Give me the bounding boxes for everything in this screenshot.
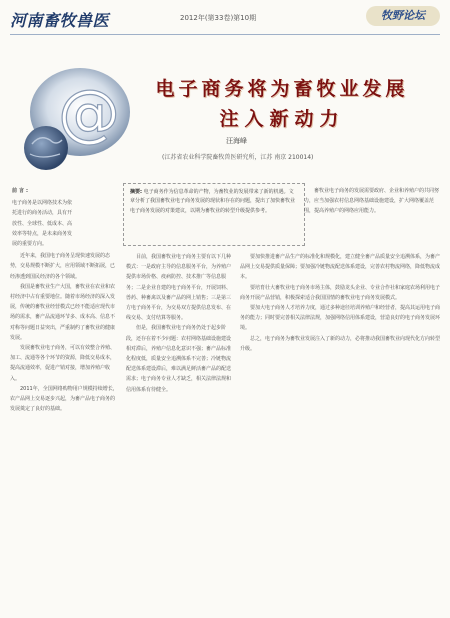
- summary-text: 电子商务是以网络技术为依托进行的商务活动，具有开放性、全球性、低成本、高效率等特点，是未来商务发展的重要方向。: [12, 200, 73, 248]
- author-affiliation: (江苏省农业科学院畜牧兽医研究所，江苏 南京 210014): [162, 154, 314, 161]
- at-sign-icon: @: [58, 76, 120, 149]
- journal-name: 河南畜牧兽医: [10, 11, 110, 30]
- body-paragraph: 我国是畜牧业生产大国，畜牧业在农业和农村经济中占有重要地位。随着市场经济的深入发展，传统的畜牧业经营模式已经不能适应现代市场的需求，畜产品流通环节多、成本高、信息不对称等问题日益突出，严重制约了畜牧业的健康发展。: [10, 283, 116, 341]
- body-column-left: [10, 186, 118, 610]
- body-column-middle: [126, 252, 234, 612]
- ecommerce-illustration: [22, 60, 134, 178]
- page-header: [0, 0, 450, 46]
- body-paragraph: 发展畜牧业电子商务，可以有效整合养殖、加工、流通等各个环节的资源，降低交易成本，提高流通效率，促进产销对接，增加养殖户收入。: [10, 345, 116, 382]
- body-paragraph: 要加大电子商务人才培养力度，通过多种途径培训养殖户和经营者，提高其运用电子商务的能力；同时要完善相关法律法规，加强网络信用体系建设，营造良好的电子商务发展环境。: [240, 305, 440, 332]
- body-paragraph: 畜牧业电子商务的发展需要政府、企业和养殖户的共同努力，应当加强农村信息网络基础设施建设，扩大网络覆盖范围，提高养殖户的网络应用能力。: [304, 188, 440, 215]
- column-logo: 牧野论坛: [366, 6, 440, 26]
- article-title-line2: 注入新动力: [219, 108, 345, 130]
- body-column-right: [240, 186, 440, 612]
- author: 汪海峰: [226, 137, 247, 145]
- summary-label: 前言:: [12, 188, 30, 194]
- body-paragraph: 近年来，我国电子商务呈现快速发展的态势，交易规模不断扩大，应用领域不断拓展，已经渗透到国民经济的各个领域。: [10, 253, 116, 280]
- right-column-lower: [240, 252, 440, 354]
- body-paragraph: 2011年，全国网络购物用户规模持续增长，农产品网上交易逐步兴起，为畜产品电子商务的发展奠定了良好的基础。: [10, 385, 118, 413]
- abstract-label: 摘要:: [130, 189, 142, 195]
- body-paragraph: 目前，我国畜牧业电子商务主要有以下几种模式：一是政府主导的信息服务平台，为养殖户提供市场价格、疫病防控、技术推广等信息服务；二是企业自建的电子商务平台，开展饲料、兽药、种畜禽以及畜产品的网上销售；三是第三方电子商务平台，为交易双方提供信息发布、在线交易、支付结算等服务。: [126, 254, 232, 322]
- body-paragraph: 但是，我国畜牧业电子商务仍处于起步阶段，还存在着不少问题：农村网络基础设施建设相对滞后，养殖户信息化意识不强；畜产品标准化程度低，质量安全追溯体系不完善；冷链物流配送体系建设滞后，难以满足鲜活畜产品的配送需求；电子商务专业人才缺乏，相关法律法规和信用体系有待健全。: [126, 325, 232, 393]
- right-column-top: [304, 186, 440, 217]
- body-paragraph: 要加快推进畜产品生产的标准化和规模化，建立健全畜产品质量安全追溯体系，为畜产品网上交易提供质量保障；要加强冷链物流配送体系建设，完善农村物流网络，降低物流成本。: [240, 254, 440, 281]
- issue-info: 2012年(第33卷)第10期: [180, 14, 257, 22]
- article-title-line1: 电子商务将为畜牧业发展: [155, 78, 409, 100]
- abstract-text: 电子商务作为信息革命的产物，为畜牧业的发展带来了新的机遇。文章分析了我国畜牧业电子商务发展的现状和存在的问题，提出了加快畜牧业电子商务发展的对策建议，以期为畜牧业的转型升级提供参考。: [130, 189, 296, 214]
- body-paragraph: 要培育壮大畜牧业电子商务市场主体，鼓励龙头企业、专业合作社和家庭农场利用电子商务开展产品营销，积极探索适合我国国情的畜牧业电子商务发展模式。: [240, 284, 440, 301]
- header-divider: [10, 34, 440, 35]
- body-paragraph: 总之，电子商务为畜牧业发展注入了新的动力，必将推动我国畜牧业向现代化方向转型升级。: [240, 335, 440, 352]
